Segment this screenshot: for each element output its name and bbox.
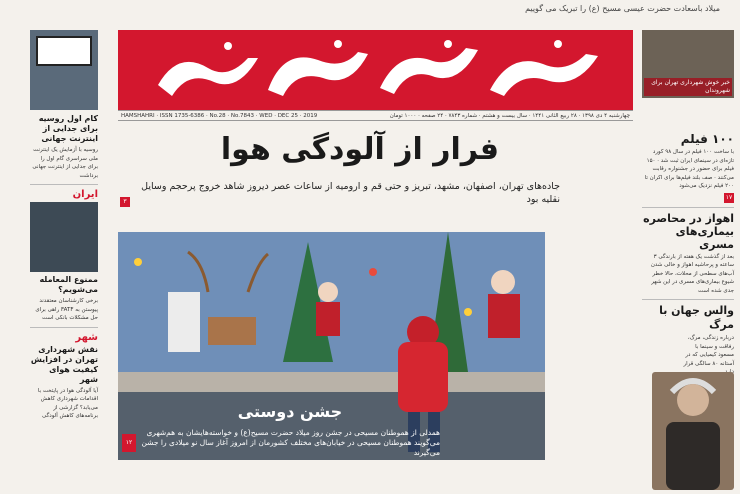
right-photo-caption: خبر خوش شهرداری تهران برای شهروندان — [644, 78, 732, 96]
newspaper-masthead — [118, 30, 633, 110]
right-story1-text: با ساخت ۱۰۰ فیلم در سال ۹۸ کورد تازه‌ای در سینمای ایران ثبت شد · ۱۵۰ فیلم برای حضور در جشنواره رقابت می‌کنند · صف بلند فیلم‌ها برای اکران تا ۲۰۰ فیلم نزدیک می‌شود — [644, 149, 734, 189]
left-column-photo[interactable] — [30, 30, 98, 110]
left-story3-text: آیا آلودگی هوا در پایتخت با اقدامات شهرداری کاهش می‌یابد؟ گزارشی از برنامه‌های کاهش آلودگی — [37, 387, 98, 419]
left-column — [30, 30, 98, 490]
right-story2-text: بعد از گذشت یک هفته از بارندگی ۳ ساعته و پرحاشیه اهواز و خالی شدن آب‌های سطحی از محلات، حالا خطر شیوع بیماری‌های مسری در این شهر جدی شده است — [650, 253, 734, 294]
right-story2-head[interactable]: اهواز در محاصره بیماری‌های مسری — [643, 211, 734, 251]
left-story1-head[interactable]: کام اول روسیه برای جدایی از اینترنت جهانی — [38, 114, 98, 143]
masthead-logo — [118, 30, 633, 110]
section-label-iran: ایران — [72, 189, 98, 200]
main-headline[interactable]: فرار از آلودگی هوا — [220, 132, 500, 167]
left-story3-head[interactable]: نقش شهرداری تهران در افزایش کیفیت هوای شهر — [30, 344, 98, 384]
main-photo[interactable] — [118, 232, 545, 460]
portrait-illustration — [652, 372, 734, 490]
lede-page-badge: ۳ — [120, 197, 130, 207]
right-story1-page-badge: ۱۷ — [725, 193, 733, 201]
photo-caption-title: جشن دوستی — [237, 402, 343, 421]
left-story2-text: برخی کارشناسان معتقدند پیوستن به FATF راهی برای حل مشکلات بانکی است — [35, 298, 98, 321]
left-story1-text: روسیه با آزمایش یک اینترنت ملی سراسری گام اول را برای جدایی از اینترنت جهانی برداشت — [32, 147, 98, 179]
right-story3-portrait[interactable] — [652, 372, 734, 490]
right-story1-head[interactable]: ۱۰۰ فیلم — [680, 132, 734, 146]
issue-info-persian: چهارشنبه ۴ دی ۱۳۹۸ · ۲۸ ربیع الثانی ۱۴۴۱ · سال بیست و هشتم · شماره ۷۸۴۳ · ۲۴ صفحه · ۱۰۰۰ تومان — [389, 112, 630, 119]
photo-caption-body: همدلی از هموطنان مسیحی در جشن روز میلاد حضرت مسیح(ع) و خواسته‌هایشان به هم‌شهری می‌گویند هموطنان مسیحی در خیابان‌های مختلف کشورمان از امروز آغاز سال نو میلادی را جشن می‌گیرند — [141, 428, 440, 457]
main-lede: جاده‌های تهران، اصفهان، مشهد، تبریز و حتی قم و ارومیه از ساعات عصر دیروز شاهد خروج پرحجم وسایل نقلیه بود — [141, 181, 560, 205]
issue-info-latin: HAMSHAHRI · ISSN 1735-6386 · No.28 · No.7843 · WED · DEC 25 · 2019 — [121, 112, 318, 119]
top-greeting-note: میلاد باسعادت حضرت عیسی مسیح (ع) را تبریک می گوییم — [525, 4, 720, 13]
right-column-photo[interactable] — [642, 30, 734, 98]
photo-page-badge: ۱۲ — [122, 434, 136, 452]
christmas-window-illustration — [118, 232, 545, 460]
right-story3-head[interactable]: والس جهان با مرگ — [659, 304, 734, 331]
left-story2-photo[interactable] — [30, 202, 98, 272]
issue-info-bar — [118, 110, 633, 121]
right-story3-text: درباره زندگی، مرگ، رفاقت و سینما با مسعود کیمیایی که در آستانه ۸۰ سالگی قرار — [683, 335, 734, 367]
section-label-city: شهر — [75, 331, 98, 343]
left-story2-head[interactable]: ممنوع المعامله می‌شویم؟ — [39, 275, 98, 294]
